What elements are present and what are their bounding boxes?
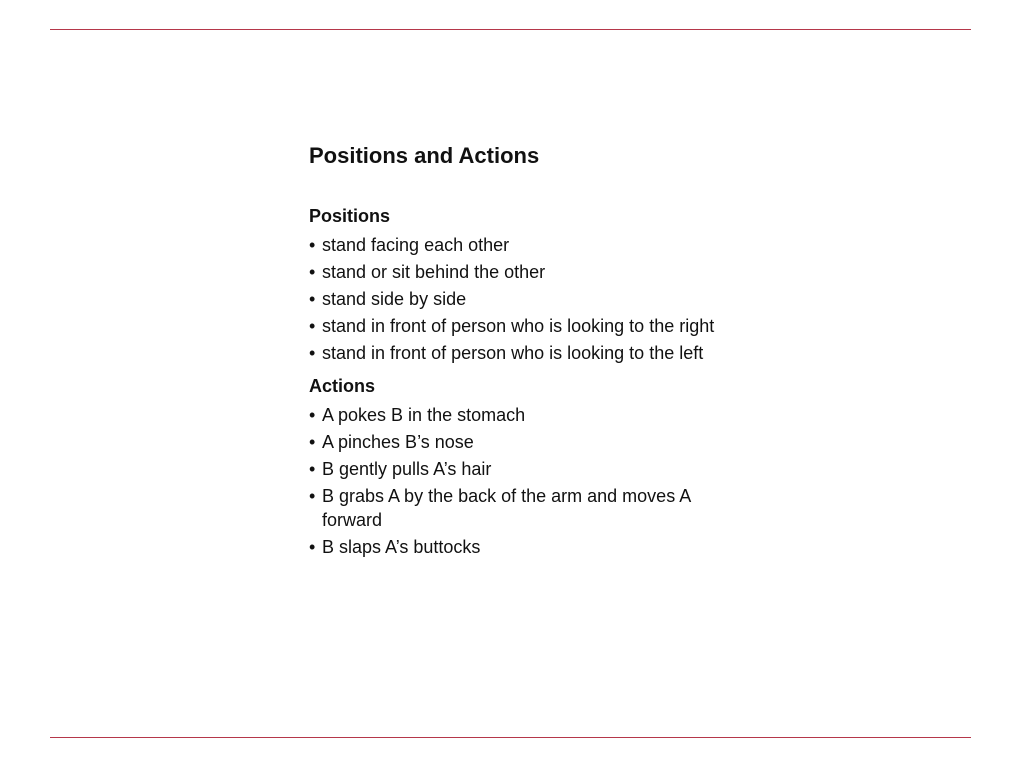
- list-item: [309, 484, 749, 532]
- bullet-icon: •: [309, 486, 316, 506]
- list-item: [309, 341, 749, 365]
- list-item: [309, 403, 749, 427]
- actions-list: [309, 403, 749, 559]
- list-item-text: stand side by side: [322, 289, 467, 309]
- list-item-text: A pokes B in the stomach: [322, 405, 526, 425]
- bullet-icon: •: [309, 459, 316, 479]
- list-item-text: stand in front of person who is looking to the right: [322, 316, 715, 336]
- list-item-text: stand facing each other: [322, 235, 510, 255]
- list-item: [309, 457, 749, 481]
- list-item: [309, 535, 749, 559]
- bullet-icon: •: [309, 316, 316, 336]
- list-item: [309, 287, 749, 311]
- list-item: [309, 260, 749, 284]
- list-item-text: A pinches B’s nose: [322, 432, 474, 452]
- bullet-icon: •: [309, 405, 316, 425]
- bullet-icon: •: [309, 262, 316, 282]
- top-divider: [50, 29, 971, 30]
- slide-content: [309, 143, 749, 562]
- list-item-text: B grabs A by the back of the arm and moves A forward: [322, 486, 691, 530]
- section-heading-positions: Positions: [309, 206, 391, 226]
- bullet-icon: •: [309, 289, 316, 309]
- list-item: [309, 430, 749, 454]
- list-item-text: B slaps A’s buttocks: [322, 537, 481, 557]
- slide-title: Positions and Actions: [309, 143, 540, 168]
- section-heading-actions: Actions: [309, 376, 376, 396]
- bottom-divider: [50, 737, 971, 738]
- bullet-icon: •: [309, 537, 316, 557]
- positions-list: [309, 233, 749, 365]
- list-item: [309, 314, 749, 338]
- list-item-text: stand or sit behind the other: [322, 262, 546, 282]
- list-item: [309, 233, 749, 257]
- actions-section: [309, 375, 749, 559]
- positions-section: [309, 205, 749, 365]
- bullet-icon: •: [309, 343, 316, 363]
- list-item-text: B gently pulls A’s hair: [322, 459, 492, 479]
- bullet-icon: •: [309, 432, 316, 452]
- bullet-icon: •: [309, 235, 316, 255]
- list-item-text: stand in front of person who is looking to the left: [322, 343, 704, 363]
